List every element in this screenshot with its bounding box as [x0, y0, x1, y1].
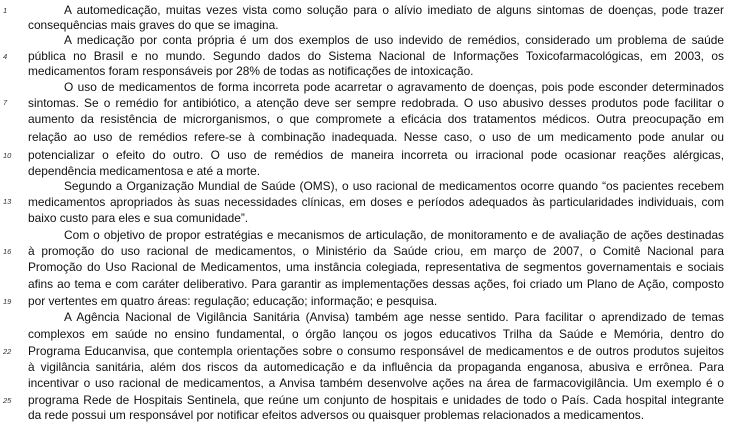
text-line: da rede possui um responsável por notificar efeitos adversos ou quaisquer problemas relacionados a medicamentos. — [28, 408, 645, 422]
text-line: Segundo a Organização Mundial de Saúde (OMS), o uso racional de medicamentos ocorre quando “os pacientes recebem — [64, 179, 724, 193]
text-line: sintomas. Se o remédio for antibiótico, a atenção deve ser sempre redobrada. O uso abusivo desses produtos pode facilitar o — [28, 96, 724, 110]
line-number: 19 — [3, 297, 12, 306]
text-line: A medicação por conta própria é um dos exemplos de uso indevido de remédios, considerado um problema de saúde — [64, 33, 724, 47]
text-line: consequências mais graves do que se imagina. — [28, 18, 279, 32]
line-number: 7 — [3, 98, 8, 107]
line-number: 22 — [3, 347, 12, 356]
text-line: aumento da resistência de microrganismos, o que compromete a eficácia dos tratamentos médicos. Outra preocupação em — [28, 112, 724, 126]
text-line: afins ao tema e com caráter deliberativo. Para garantir as implementações dessas ações, foi criado um Plano de Ação, composto — [28, 277, 724, 291]
text-line: A automedicação, muitas vezes vista como solução para o alívio imediato de alguns sintomas de doenças, pode trazer — [64, 3, 724, 17]
line-number: 16 — [3, 247, 12, 256]
text-line: Promoção do Uso Racional de Medicamentos, uma instância colegiada, representativa de segmentos governamentais e sociais — [28, 260, 724, 274]
text-line: medicamentos foram responsáveis por 28% de todas as notificações de intoxicação. — [28, 64, 474, 78]
text-line: incentivar o uso racional de medicamentos, a Anvisa também desenvolve ações na área de farmacovigilância. Um exemplo é o — [28, 376, 724, 390]
text-line: complexos em saúde no ensino fundamental, o órgão lançou os jogos educativos Trilha da Saúde e Memória, dentro do — [28, 327, 724, 341]
text-line: relação ao uso de remédios refere-se à combinação inadequada. Nesse caso, o uso de um medicamento pode anular ou — [28, 130, 724, 144]
text-line: programa Rede de Hospitais Sentinela, que reúne um conjunto de hospitais e unidades de todo o País. Cada hospital integrante — [28, 393, 724, 407]
line-number: 10 — [3, 151, 12, 160]
text-line: A Agência Nacional de Vigilância Sanitária (Anvisa) também age nesse sentido. Para facilitar o aprendizado de temas — [64, 310, 724, 324]
text-line: dependência medicamentosa e até a morte. — [28, 164, 261, 178]
text-line: potencializar o efeito do outro. O uso de remédios de maneira incorreta ou irracional pode ocasionar reações alérgicas, — [28, 148, 724, 162]
text-line: O uso de medicamentos de forma incorreta pode acarretar o agravamento de doenças, pois pode esconder determinados — [64, 80, 724, 94]
text-line: medicamentos apropriados às suas necessidades clínicas, em doses e períodos adequados às particularidades individuais, com — [28, 195, 724, 209]
line-number: 13 — [3, 197, 12, 206]
line-number: 25 — [3, 396, 12, 405]
text-line: à vigilância sanitária, além dos riscos da automedicação e da influência da propaganda enganosa, abusiva e errônea. Para — [28, 360, 724, 374]
text-line: Com o objetivo de propor estratégias e mecanismos de articulação, de monitoramento e de avaliação de ações destinadas — [64, 228, 724, 242]
text-line: à promoção do uso racional de medicamentos, o Ministério da Saúde criou, em março de 2007, o Comitê Nacional para — [28, 244, 724, 258]
text-line: por vertentes em quatro áreas: regulação; educação; informação; e pesquisa. — [28, 294, 438, 308]
text-line: baixo custo para eles e sua comunidade”. — [28, 211, 249, 225]
line-number: 4 — [3, 52, 8, 61]
text-line: Programa Educanvisa, que contempla orientações sobre o consumo responsável de medicamentos e de outros produtos sujeitos — [28, 344, 724, 358]
text-line: pública no Brasil e no mundo. Segundo dados do Sistema Nacional de Informações Toxicofarmacológicas, em 2003, os — [28, 49, 724, 63]
line-number: 1 — [3, 6, 8, 15]
